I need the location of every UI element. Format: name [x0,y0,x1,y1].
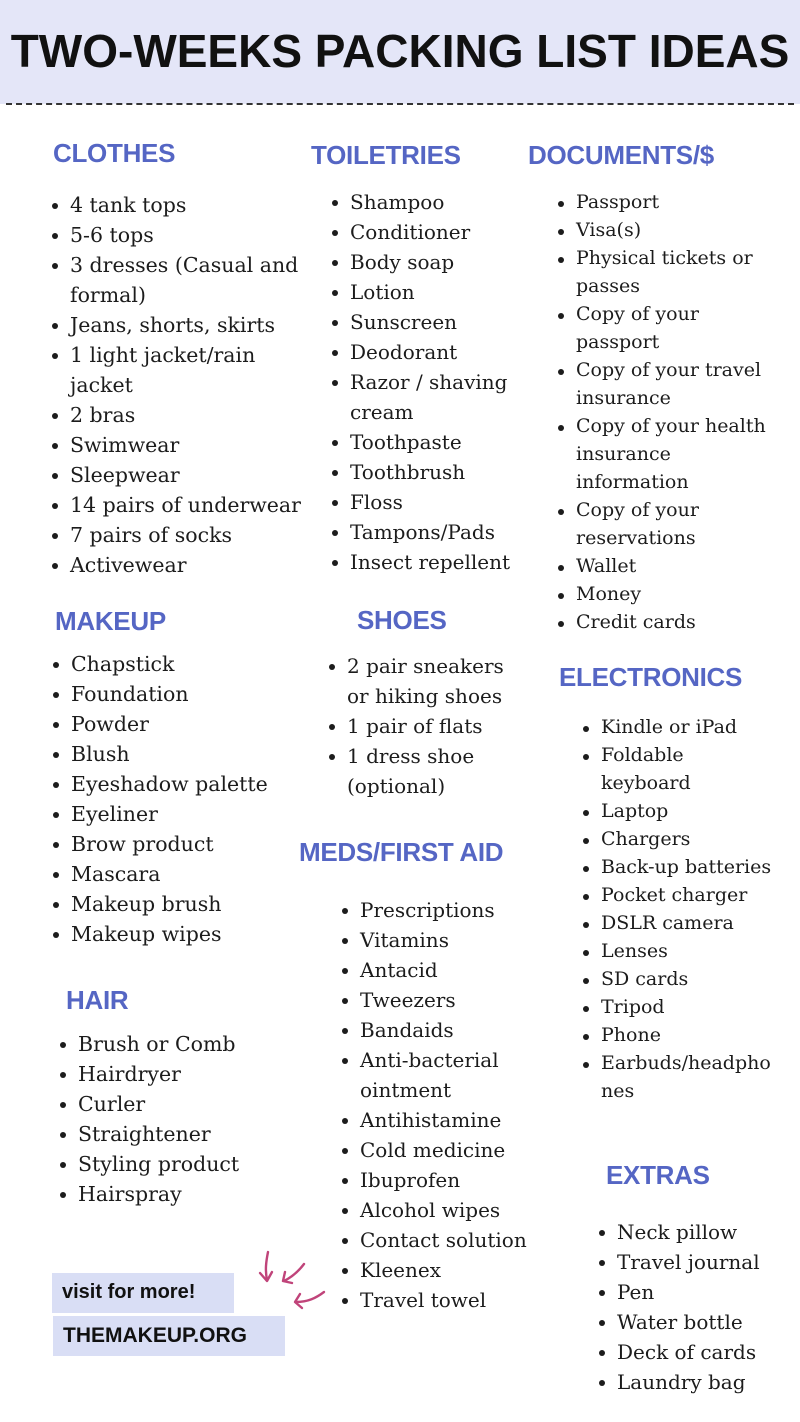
list-item: Eyeliner [51,799,311,829]
visit-label: visit for more! [62,1281,196,1303]
list-item: Wallet [556,552,781,580]
heading-electronics: ELECTRONICS [559,662,743,692]
page-title: TWO-WEEKS PACKING LIST IDEAS [10,25,790,77]
list-item: Antacid [340,955,540,985]
list-item: Activewear [50,550,320,580]
list-item: Foundation [51,679,311,709]
list-item: Body soap [330,247,530,277]
heading-hair: HAIR [66,985,129,1015]
list-item: Laundry bag [597,1367,797,1397]
list-item: Earbuds/headphones [581,1049,776,1105]
list-item: Copy of your travel insurance [556,356,781,412]
list-item: 14 pairs of underwear [50,490,320,520]
list-item: Copy of your passport [556,300,781,356]
list-hair [58,1029,308,1209]
list-item: Physical tickets or passes [556,244,781,300]
list-documents [556,188,781,636]
list-item: Shampoo [330,187,530,217]
list-item: Antihistamine [340,1105,540,1135]
list-item: Toothbrush [330,457,530,487]
list-item: Foldable keyboard [581,741,776,797]
list-item: Hairdryer [58,1059,308,1089]
list-shoes [327,651,517,801]
list-item: Floss [330,487,530,517]
list-item: Curler [58,1089,308,1119]
hand-drawn-arrows-icon [250,1248,340,1318]
site-link[interactable] [53,1316,285,1356]
list-item: Chargers [581,825,776,853]
list-item: SD cards [581,965,776,993]
list-item: Makeup brush [51,889,311,919]
list-item: Neck pillow [597,1217,797,1247]
list-item: Insect repellent [330,547,530,577]
list-item: Blush [51,739,311,769]
list-item: Sunscreen [330,307,530,337]
list-extras [597,1217,797,1397]
list-toiletries [330,187,530,577]
list-item: Visa(s) [556,216,781,244]
list-item: Contact solution [340,1225,540,1255]
list-item: Travel journal [597,1247,797,1277]
list-item: 3 dresses (Casual and formal) [50,250,320,310]
list-item: Brow product [51,829,311,859]
list-electronics [581,713,776,1105]
heading-meds: MEDS/FIRST AID [299,837,504,867]
list-item: Pocket charger [581,881,776,909]
list-item: Laptop [581,797,776,825]
list-item: Razor / shaving cream [330,367,530,427]
list-item: 5-6 tops [50,220,320,250]
list-item: Brush or Comb [58,1029,308,1059]
list-item: Ibuprofen [340,1165,540,1195]
header-band [0,0,800,104]
list-item: 2 pair sneakers or hiking shoes [327,651,517,711]
list-item: Water bottle [597,1307,797,1337]
list-item: 1 pair of flats [327,711,517,741]
list-item: Alcohol wipes [340,1195,540,1225]
list-item: Lenses [581,937,776,965]
list-item: Pen [597,1277,797,1307]
list-item: Money [556,580,781,608]
list-item: Straightener [58,1119,308,1149]
list-item: Copy of your reservations [556,496,781,552]
list-item: Chapstick [51,649,311,679]
heading-shoes: SHOES [357,605,447,635]
list-item: Travel towel [340,1285,540,1315]
list-item: Kleenex [340,1255,540,1285]
list-item: Powder [51,709,311,739]
list-item: Swimwear [50,430,320,460]
list-item: Lotion [330,277,530,307]
list-item: 4 tank tops [50,190,320,220]
list-item: Conditioner [330,217,530,247]
list-item: Bandaids [340,1015,540,1045]
list-item: Styling product [58,1149,308,1179]
list-item: Eyeshadow palette [51,769,311,799]
list-item: Sleepwear [50,460,320,490]
list-item: Tampons/Pads [330,517,530,547]
heading-toiletries: TOILETRIES [311,140,461,170]
list-item: Toothpaste [330,427,530,457]
list-item: Deodorant [330,337,530,367]
list-meds [340,895,540,1315]
visit-badge [52,1273,234,1313]
list-item: Hairspray [58,1179,308,1209]
list-item: Jeans, shorts, skirts [50,310,320,340]
dashed-divider [6,103,794,105]
list-item: Passport [556,188,781,216]
list-item: 2 bras [50,400,320,430]
list-item: Copy of your health insurance information [556,412,781,496]
list-item: Phone [581,1021,776,1049]
list-item: Mascara [51,859,311,889]
list-item: 1 dress shoe (optional) [327,741,517,801]
list-item: Makeup wipes [51,919,311,949]
heading-makeup: MAKEUP [55,606,166,636]
site-label[interactable]: THEMAKEUP.ORG [63,1324,247,1347]
list-clothes [50,190,320,580]
heading-clothes: CLOTHES [53,138,176,168]
list-item: Deck of cards [597,1337,797,1367]
list-item: DSLR camera [581,909,776,937]
list-makeup [51,649,311,949]
list-item: Credit cards [556,608,781,636]
list-item: Kindle or iPad [581,713,776,741]
list-item: Back-up batteries [581,853,776,881]
heading-extras: EXTRAS [606,1160,710,1190]
heading-documents: DOCUMENTS/$ [528,140,714,170]
list-item: Tripod [581,993,776,1021]
list-item: 1 light jacket/rain jacket [50,340,320,400]
list-item: Cold medicine [340,1135,540,1165]
list-item: Tweezers [340,985,540,1015]
list-item: Anti-bacterial ointment [340,1045,540,1105]
list-item: Prescriptions [340,895,540,925]
list-item: 7 pairs of socks [50,520,320,550]
list-item: Vitamins [340,925,540,955]
